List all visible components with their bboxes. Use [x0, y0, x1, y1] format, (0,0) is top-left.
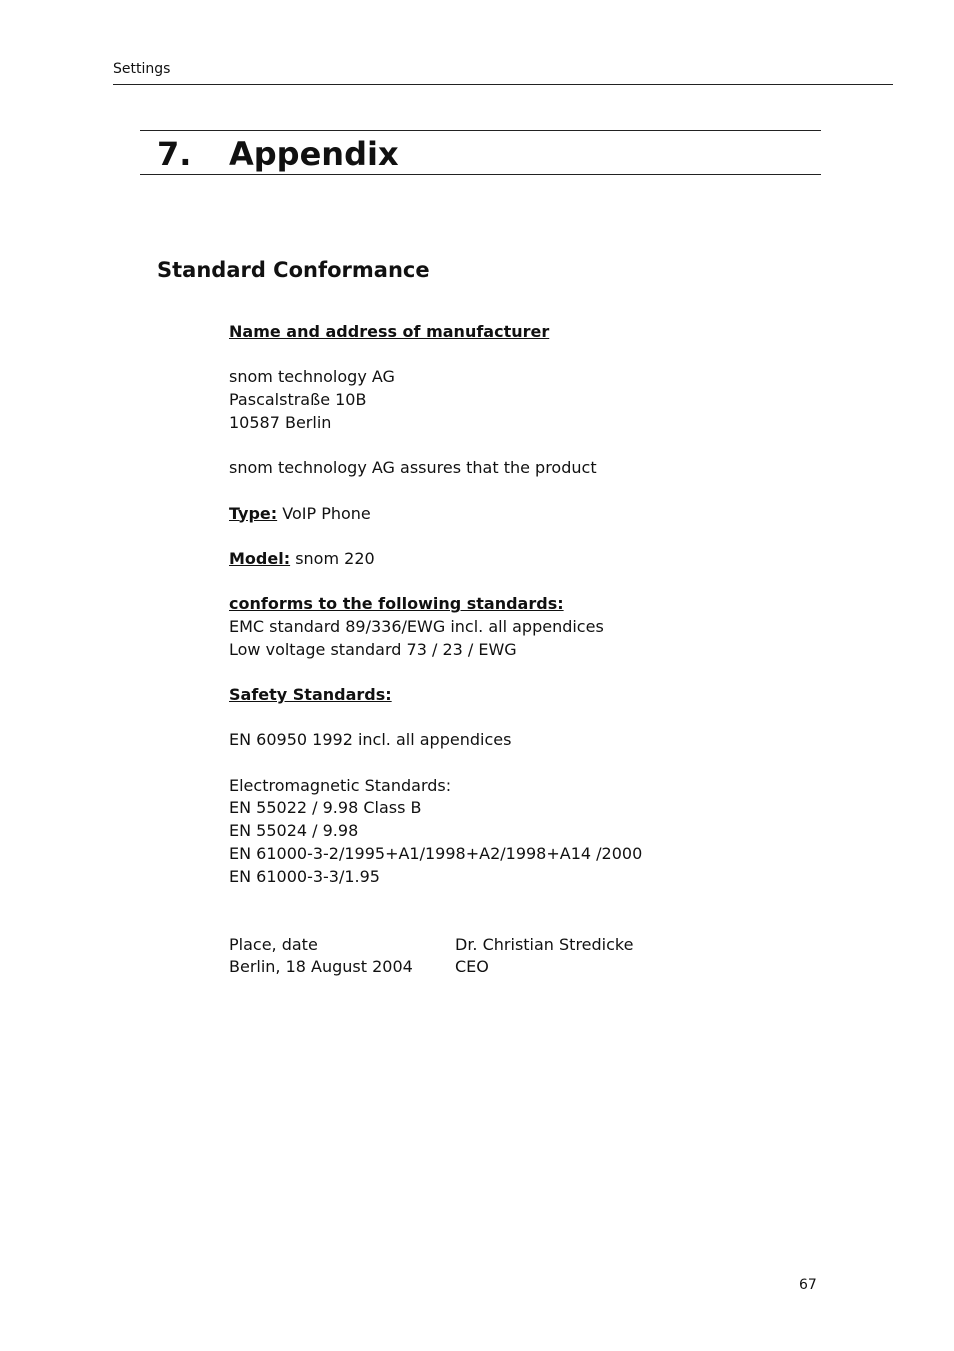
manufacturer-heading: Name and address of manufacturer	[229, 322, 550, 341]
conformance-line-voltage: Low voltage standard 73 / 23 / EWG	[229, 639, 517, 659]
chapter-number: 7.	[157, 135, 192, 173]
model-label: Model:	[229, 548, 291, 568]
electromagnetic-line-1: EN 55022 / 9.98 Class B	[229, 798, 422, 818]
header-rule	[113, 84, 893, 85]
conformance-line-emc: EMC standard 89/336/EWG incl. all appendices	[229, 616, 604, 636]
electromagnetic-line-4: EN 61000-3-3/1.95	[229, 866, 380, 886]
place-label: Place, date	[229, 934, 318, 954]
electromagnetic-line-3: EN 61000-3-2/1995+A1/1998+A2/1998+A14 /2000	[229, 843, 643, 863]
product-type	[229, 503, 829, 526]
page-number: 67	[799, 1277, 817, 1293]
type-value: VoIP Phone	[277, 503, 371, 523]
electromagnetic-line-2: EN 55024 / 9.98	[229, 821, 359, 841]
safety-line: EN 60950 1992 incl. all appendices	[229, 730, 512, 750]
signatory-name: Dr. Christian Stredicke	[455, 934, 634, 954]
chapter-heading	[140, 130, 821, 175]
product-model	[229, 548, 829, 571]
electromagnetic-heading: Electromagnetic Standards:	[229, 775, 452, 795]
assurance-statement: snom technology AG assures that the product	[229, 458, 597, 478]
model-value: snom 220	[290, 548, 375, 568]
section-title: Standard Conformance	[157, 258, 430, 282]
place-value: Berlin, 18 August 2004	[229, 957, 413, 977]
address-line-company: snom technology AG	[229, 367, 395, 387]
signatory-role: CEO	[455, 957, 489, 977]
type-label: Type:	[229, 503, 278, 523]
address-line-city: 10587 Berlin	[229, 412, 332, 432]
running-header: Settings	[113, 61, 171, 77]
conformance-heading: conforms to the following standards:	[229, 594, 564, 614]
signature-row-1	[229, 934, 829, 957]
signature-row-2	[229, 956, 829, 979]
safety-heading: Safety Standards:	[229, 685, 392, 704]
conformance-body	[229, 321, 829, 979]
address-line-street: Pascalstraße 10B	[229, 390, 367, 410]
chapter-title: Appendix	[229, 135, 399, 173]
